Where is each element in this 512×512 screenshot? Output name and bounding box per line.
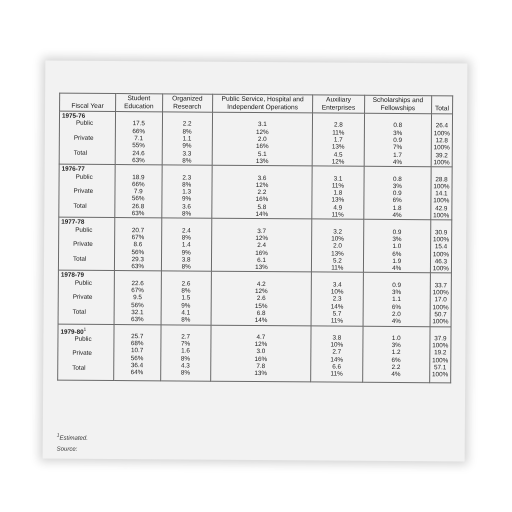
percent-value: 100% — [432, 289, 449, 297]
percent-value: 11% — [332, 129, 345, 137]
value-cell — [364, 113, 431, 167]
value-cell — [312, 166, 364, 219]
percent-value: 9% — [182, 142, 192, 150]
fiscal-year-cell — [58, 271, 114, 324]
amount-value: 2.0 — [333, 242, 342, 250]
amount-value: 1.1 — [392, 296, 401, 304]
amount-value: 36.4 — [130, 362, 144, 370]
amount-value: 22.6 — [131, 279, 144, 287]
amount-value: 7.9 — [133, 188, 143, 196]
value-cell — [114, 324, 161, 380]
percent-value: 14% — [255, 211, 269, 219]
percent-value: 11% — [331, 264, 344, 272]
percent-value: 11% — [330, 370, 343, 378]
amount-value: 0.9 — [392, 228, 402, 236]
amount-value: 2.3 — [182, 174, 192, 182]
percent-value: 100% — [432, 342, 449, 350]
fiscal-year-cell — [59, 164, 115, 217]
percent-value: 16% — [255, 143, 269, 151]
value-cell — [212, 165, 313, 219]
amount-value: 3.3 — [182, 150, 192, 158]
amount-value: 1.8 — [392, 204, 402, 212]
amount-value: 1.0 — [392, 243, 402, 251]
amount-value: 30.9 — [434, 228, 448, 236]
amount-value: 4.2 — [256, 280, 266, 288]
amount-value: 8.6 — [133, 241, 143, 249]
percent-value: 8% — [182, 128, 192, 136]
percent-value: 56% — [131, 301, 144, 309]
amount-value: 20.7 — [131, 226, 145, 234]
amount-value: 17.5 — [132, 120, 145, 128]
percent-value: 6% — [392, 250, 402, 258]
percent-value: 12% — [254, 341, 268, 349]
header-public-service: Public Service, Hospital and Independent Operations — [212, 94, 312, 113]
amount-value: 12.8 — [435, 137, 448, 145]
header-scholarships: Scholarships and Fellowships — [364, 95, 431, 114]
percent-value: 15% — [254, 302, 268, 310]
percent-value: 11% — [331, 182, 345, 190]
percent-value: 8% — [181, 316, 191, 324]
percent-value: 66% — [132, 127, 145, 136]
amount-value: 3.8 — [332, 334, 342, 342]
amount-value: 2.4 — [257, 242, 266, 250]
sector-label: Private — [72, 350, 92, 358]
amount-value: 2.7 — [332, 348, 342, 356]
value-cell — [311, 325, 363, 382]
amount-value: 1.5 — [181, 294, 191, 302]
sector-label — [60, 372, 111, 380]
fiscal-year-label: 1978-79 — [60, 272, 85, 280]
percent-value: 3% — [392, 182, 402, 190]
percent-value: 16% — [255, 196, 269, 204]
row-spacer — [433, 275, 449, 282]
amount-value: 0.8 — [393, 122, 403, 130]
value-cell — [430, 326, 452, 382]
table-body — [58, 111, 453, 382]
percent-value: 7% — [181, 340, 191, 348]
percent-value: 63% — [131, 316, 144, 324]
percent-value: 10% — [331, 235, 344, 243]
amount-value: 4.7 — [256, 333, 266, 341]
percent-value: 63% — [131, 210, 145, 218]
percent-value: 100% — [432, 303, 449, 311]
amount-value: 1.8 — [333, 189, 343, 197]
expenditure-table — [57, 93, 453, 383]
percent-value: 14% — [330, 356, 344, 364]
amount-value: 32.1 — [131, 309, 144, 317]
amount-value: 1.9 — [392, 257, 402, 265]
percent-value: 8% — [180, 369, 190, 377]
value-cell — [114, 271, 161, 324]
percent-value: 3% — [393, 129, 403, 137]
header-organized-research: Organized Research — [162, 94, 212, 113]
amount-value: 4.5 — [333, 151, 343, 159]
amount-value: 3.0 — [256, 348, 266, 356]
header-student-education: Student Education — [116, 94, 163, 113]
percent-value: 8% — [181, 263, 191, 271]
percent-value: 100% — [433, 183, 450, 191]
percent-value: 8% — [181, 287, 191, 295]
percent-value: 4% — [392, 265, 402, 273]
value-cell — [115, 112, 162, 165]
amount-value: 3.4 — [332, 281, 342, 289]
percent-value: 12% — [331, 158, 345, 166]
sector-label: Private — [73, 134, 94, 142]
amount-value: 39.2 — [435, 151, 448, 160]
percent-value: 10% — [330, 341, 344, 349]
value-cell — [431, 114, 453, 167]
percent-value: 100% — [433, 197, 450, 205]
amount-value: 3.1 — [258, 121, 267, 129]
amount-value: 7.8 — [256, 362, 266, 371]
amount-value: 6.6 — [332, 363, 342, 371]
percent-value: 16% — [255, 249, 268, 257]
percent-value: 100% — [433, 212, 450, 220]
fiscal-year-label: 1976-77 — [61, 165, 85, 174]
header-total: Total — [431, 96, 452, 114]
fiscal-year-label: 1975-76 — [61, 112, 86, 120]
percent-value: 64% — [130, 369, 144, 377]
sector-label: Total — [72, 364, 86, 372]
amount-value: 28.8 — [435, 175, 448, 183]
amount-value: 5.1 — [257, 150, 267, 158]
percent-value: 8% — [181, 234, 191, 242]
percent-value: 13% — [331, 143, 345, 151]
percent-value: 56% — [130, 354, 144, 362]
amount-value: 57.1 — [434, 364, 447, 372]
value-cell — [362, 326, 430, 383]
table-row — [58, 217, 451, 273]
row-spacer — [434, 115, 450, 122]
sector-label: Total — [73, 202, 87, 210]
value-cell — [161, 165, 212, 218]
percent-value: 13% — [255, 264, 268, 272]
row-spacer — [432, 328, 448, 335]
value-cell — [211, 325, 312, 382]
percent-value: 100% — [432, 356, 449, 365]
amount-value: 7.1 — [134, 135, 144, 143]
amount-value: 42.9 — [435, 205, 448, 213]
sector-label: Private — [73, 240, 93, 249]
percent-value: 9% — [181, 302, 191, 310]
amount-value: 18.9 — [132, 173, 145, 181]
percent-value: 56% — [131, 195, 145, 203]
percent-value: 8% — [182, 157, 192, 165]
sector-label: Total — [73, 149, 88, 157]
percent-value: 100% — [433, 159, 450, 167]
amount-value: 15.4 — [434, 243, 448, 251]
percent-value: 100% — [432, 250, 450, 258]
percent-value: 9% — [182, 195, 192, 204]
row-spacer — [433, 222, 449, 229]
header-fiscal-year: Fiscal Year — [60, 93, 116, 112]
footnote-source: Source: — [56, 446, 78, 453]
amount-value: 37.9 — [434, 335, 447, 343]
sector-label: Total — [72, 255, 87, 263]
amount-value: 1.2 — [391, 349, 401, 357]
amount-value: 6.1 — [257, 256, 266, 264]
amount-value: 0.9 — [393, 137, 403, 145]
amount-value: 4.3 — [181, 362, 190, 370]
amount-value: 2.2 — [182, 120, 192, 129]
percent-value: 12% — [256, 128, 269, 136]
header-auxiliary: Auxiliary Enterprises — [313, 95, 365, 114]
fiscal-year-cell — [59, 111, 115, 164]
amount-value: 2.7 — [181, 333, 191, 341]
sector-label: Private — [73, 187, 94, 196]
value-cell — [363, 220, 430, 274]
amount-value: 1.0 — [391, 334, 401, 342]
value-cell — [430, 273, 452, 326]
amount-value: 2.2 — [391, 363, 401, 372]
percent-value: 100% — [432, 236, 450, 244]
percent-value: 11% — [330, 317, 344, 325]
amount-value: 50.7 — [434, 311, 447, 319]
amount-value: 4.1 — [181, 309, 191, 317]
amount-value: 6.8 — [256, 309, 266, 317]
value-cell — [161, 271, 212, 324]
amount-value: 2.3 — [332, 295, 342, 303]
percent-value: 3% — [391, 288, 402, 297]
percent-value: 11% — [331, 211, 344, 219]
percent-value: 68% — [130, 340, 144, 348]
amount-value: 26.4 — [435, 122, 449, 130]
amount-value: 24.6 — [132, 149, 145, 157]
fiscal-year-label: 1977-78 — [61, 218, 85, 227]
percent-value: 67% — [131, 234, 145, 242]
amount-value: 17.0 — [434, 296, 447, 304]
sector-label: Public — [75, 173, 93, 181]
document-page — [43, 61, 468, 462]
sector-label: Total — [72, 308, 86, 316]
value-cell — [161, 218, 212, 271]
amount-value: 3.7 — [257, 227, 267, 235]
fiscal-year-cell — [58, 324, 114, 381]
value-cell — [312, 219, 364, 272]
percent-value: 66% — [131, 180, 145, 189]
value-cell — [115, 165, 162, 218]
percent-value: 100% — [432, 371, 449, 379]
percent-value: 13% — [254, 370, 268, 378]
value-cell — [311, 272, 363, 325]
amount-value: 33.7 — [434, 281, 447, 290]
amount-value: 3.6 — [182, 203, 191, 211]
percent-value: 7% — [392, 144, 403, 152]
percent-value: 4% — [392, 212, 402, 220]
percent-value: 3% — [391, 342, 401, 350]
percent-value: 6% — [391, 303, 402, 311]
footnote-estimated: $^1$Estimated. — [56, 432, 88, 442]
percent-value: 6% — [392, 197, 402, 205]
amount-value: 9.5 — [133, 294, 142, 302]
percent-value: 100% — [433, 130, 450, 138]
table-row — [58, 324, 451, 383]
table-row — [59, 111, 452, 167]
value-cell — [212, 112, 313, 166]
percent-value: 8% — [181, 210, 192, 218]
amount-value: 19.2 — [434, 349, 447, 357]
percent-value: 8% — [180, 355, 191, 363]
sector-label: Private — [72, 294, 93, 302]
amount-value: 5.7 — [332, 310, 342, 318]
amount-value: 1.6 — [181, 347, 190, 355]
table-row — [58, 271, 451, 327]
amount-value: 14.1 — [435, 190, 448, 198]
percent-value: 100% — [433, 144, 450, 152]
value-cell — [211, 219, 312, 273]
percent-value: 16% — [254, 355, 268, 363]
percent-value: 6% — [391, 356, 401, 364]
value-cell — [211, 272, 312, 326]
percent-value: 4% — [392, 158, 403, 166]
amount-value: 0.9 — [392, 190, 402, 198]
percent-value: 100% — [432, 265, 449, 273]
percent-value: 13% — [331, 196, 345, 205]
fiscal-year-cell — [58, 217, 114, 270]
amount-value: 5.2 — [332, 257, 342, 265]
value-cell — [431, 167, 453, 220]
percent-value: 3% — [392, 235, 402, 243]
amount-value: 2.0 — [391, 310, 401, 318]
amount-value: 46.3 — [434, 258, 448, 266]
value-cell — [312, 113, 364, 166]
percent-value: 63% — [132, 157, 145, 165]
sector-label — [62, 157, 113, 165]
amount-value: 3.6 — [257, 174, 267, 182]
value-cell — [364, 167, 431, 221]
sector-label: Public — [75, 120, 94, 128]
percent-value: 100% — [432, 318, 449, 326]
fiscal-year-label: 1979-80 — [60, 328, 84, 336]
percent-value: 13% — [255, 157, 269, 166]
percent-value: 13% — [331, 250, 344, 258]
amount-value: 2.6 — [181, 280, 191, 288]
sector-label: Public — [75, 226, 93, 234]
amount-value: 3.2 — [333, 228, 343, 236]
sector-label — [61, 210, 112, 218]
amount-value: 1.1 — [182, 135, 192, 143]
value-cell — [160, 324, 211, 381]
percent-value: 4% — [391, 371, 401, 379]
amount-value: 4.9 — [333, 204, 343, 212]
value-cell — [114, 218, 161, 271]
percent-value: 55% — [132, 142, 145, 150]
amount-value: 2.6 — [256, 295, 266, 303]
sector-label — [61, 263, 112, 271]
sector-label: Public — [74, 335, 92, 343]
percent-value: 14% — [330, 303, 344, 311]
percent-value: 9% — [181, 249, 191, 257]
amount-value: 26.8 — [131, 202, 145, 210]
amount-value: 29.3 — [131, 255, 144, 264]
amount-value: 2.0 — [257, 136, 267, 144]
percent-value: 12% — [254, 288, 268, 296]
amount-value: 2.8 — [333, 122, 343, 130]
amount-value: 0.8 — [392, 175, 402, 183]
percent-value: 12% — [255, 181, 269, 189]
percent-value: 12% — [255, 234, 268, 243]
table-row — [59, 164, 452, 220]
percent-value: 10% — [330, 288, 344, 296]
value-cell — [162, 112, 213, 165]
amount-value: 3.1 — [333, 175, 343, 183]
amount-value: 25.7 — [131, 332, 144, 341]
percent-value: 4% — [391, 318, 401, 326]
amount-value: 10.7 — [130, 347, 144, 355]
percent-value: 8% — [182, 181, 192, 189]
amount-value: 3.8 — [181, 256, 191, 264]
row-spacer — [433, 169, 449, 176]
amount-value: 2.4 — [181, 227, 191, 235]
sector-label — [61, 316, 112, 324]
amount-value: 1.3 — [182, 188, 192, 196]
amount-value: 1.7 — [393, 151, 402, 159]
value-cell — [363, 273, 430, 327]
amount-value: 0.9 — [392, 281, 402, 289]
amount-value: 2.2 — [257, 189, 267, 197]
sector-label: Public — [74, 279, 93, 287]
percent-value: 67% — [131, 287, 144, 295]
amount-value: 5.8 — [257, 203, 267, 211]
amount-value: 1.4 — [181, 241, 191, 249]
percent-value: 56% — [131, 248, 145, 256]
footnote-marker: 1 — [83, 326, 87, 332]
value-cell — [430, 220, 452, 273]
percent-value: 63% — [131, 263, 145, 271]
percent-value: 14% — [254, 317, 268, 325]
amount-value: 1.7 — [333, 136, 343, 144]
